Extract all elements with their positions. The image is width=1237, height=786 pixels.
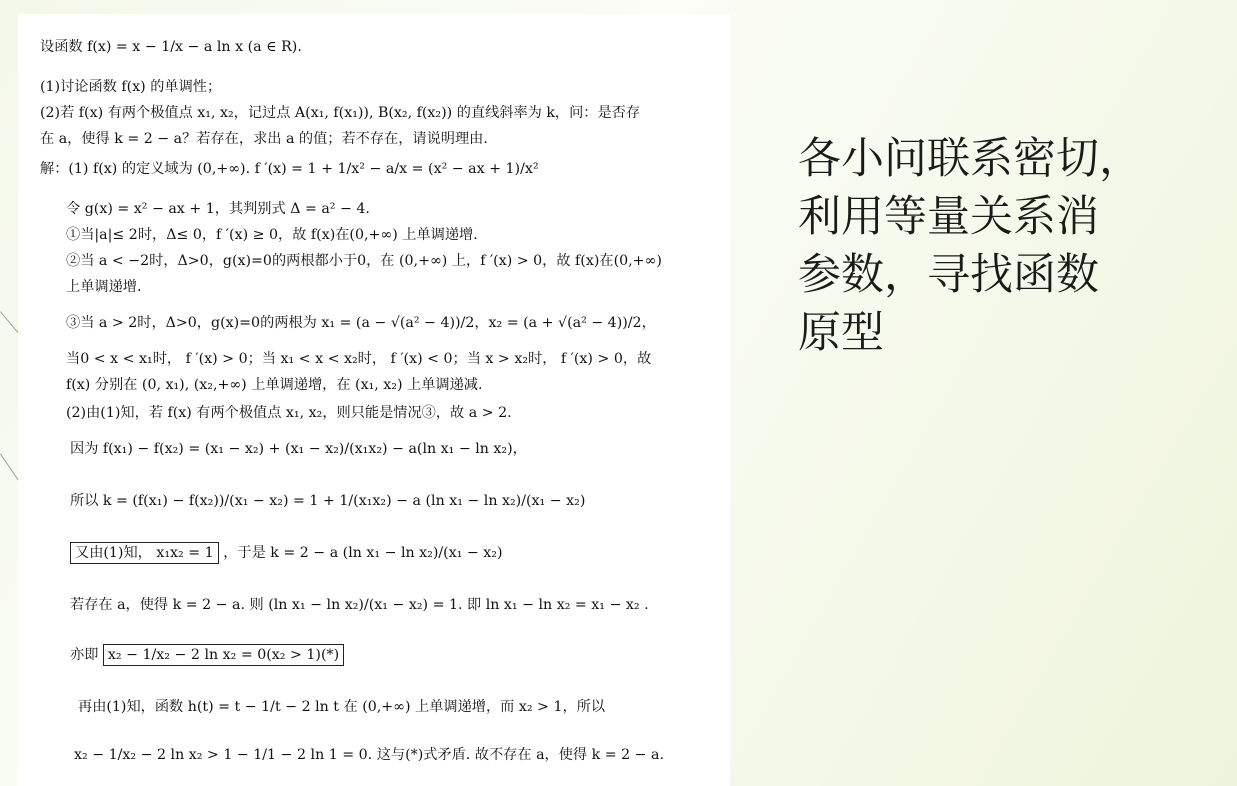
contradiction-conclusion: x₂ − 1/x₂ − 2 ln x₂ > 1 − 1/1 − 2 ln 1 = 0. 这与(*)式矛盾. 故不存在 a，使得 k = 2 − a. <box>74 747 665 763</box>
question-2-line-1: (2)若 f(x) 有两个极值点 x₁, x₂，记过点 A(x₁, f(x₁)), B(x₂, f(x₂)) 的直线斜率为 k，问：是否存 <box>40 105 641 121</box>
solution-derivative: 解：(1) f(x) 的定义域为 (0,+∞). f ′(x) = 1 + 1/x² − a/x = (x² − ax + 1)/x² <box>40 161 539 177</box>
discriminant-line: 令 g(x) = x² − ax + 1，其判别式 Δ = a² − 4. <box>66 201 370 217</box>
case-2-line-1: ②当 a < −2时，Δ>0，g(x)=0的两根都小于0，在 (0,+∞) 上，f ′(x) > 0，故 f(x)在(0,+∞) <box>66 253 662 269</box>
question-1: (1)讨论函数 f(x) 的单调性； <box>40 79 222 95</box>
question-2-line-2: 在 a，使得 k = 2 − a？若存在，求出 a 的值；若不存在，请说明理由. <box>40 131 488 147</box>
equivalent-condition <box>70 644 344 664</box>
product-roots <box>70 542 503 562</box>
case-2-line-2: 上单调递增. <box>66 279 142 295</box>
math-solution-document <box>18 14 730 786</box>
slope-expression: 所以 k = (f(x₁) − f(x₂))/(x₁ − x₂) = 1 + 1/(x₁x₂) − a (ln x₁ − ln x₂)/(x₁ − x₂) <box>70 493 586 509</box>
sidebar-line-4: 原型 <box>798 308 884 358</box>
slope-simplified: ，于是 k = 2 − a (ln x₁ − ln x₂)/(x₁ − x₂) <box>223 545 503 561</box>
part-2-start: (2)由(1)知，若 f(x) 有两个极值点 x₁, x₂，则只能是情况③，故 a > 2. <box>66 405 512 421</box>
boxed-equation-star: x₂ − 1/x₂ − 2 ln x₂ = 0(x₂ > 1)(*) <box>103 644 344 666</box>
case-3-intervals: 当0 < x < x₁时， f ′(x) > 0；当 x₁ < x < x₂时， f ′(x) < 0；当 x > x₂时， f ′(x) > 0，故 <box>66 351 652 367</box>
case-1: ①当|a|≤ 2时，Δ≤ 0，f ′(x) ≥ 0，故 f(x)在(0,+∞) 上单调递增. <box>66 227 478 243</box>
sidebar-note <box>798 130 1178 362</box>
boxed-product-one: 又由(1)知， x₁x₂ = 1 <box>70 542 219 564</box>
sidebar-line-1: 各小问联系密切， <box>798 134 1142 184</box>
auxiliary-function: 再由(1)知，函数 h(t) = t − 1/t − 2 ln t 在 (0,+∞) 上单调递增，而 x₂ > 1，所以 <box>78 699 606 715</box>
existence-assumption: 若存在 a，使得 k = 2 − a. 则 (ln x₁ − ln x₂)/(x₁ − x₂) = 1. 即 ln x₁ − ln x₂ = x₁ − x₂ . <box>70 597 649 613</box>
case-3-roots: ③当 a > 2时，Δ>0，g(x)=0的两根为 x₁ = (a − √(a² − 4))/2，x₂ = (a + √(a² − 4))/2， <box>66 315 656 331</box>
sidebar-line-2: 利用等量关系消 <box>798 192 1099 242</box>
difference-identity: 因为 f(x₁) − f(x₂) = (x₁ − x₂) + (x₁ − x₂)/(x₁x₂) − a(ln x₁ − ln x₂)， <box>70 441 527 457</box>
equivalent-label: 亦即 <box>70 647 99 663</box>
case-3-monotonicity: f(x) 分别在 (0, x₁), (x₂,+∞) 上单调递增，在 (x₁, x₂) 上单调递减. <box>66 377 483 393</box>
problem-statement: 设函数 f(x) = x − 1/x − a ln x (a ∈ R). <box>40 39 302 55</box>
sidebar-line-3: 参数，寻找函数 <box>798 250 1099 300</box>
